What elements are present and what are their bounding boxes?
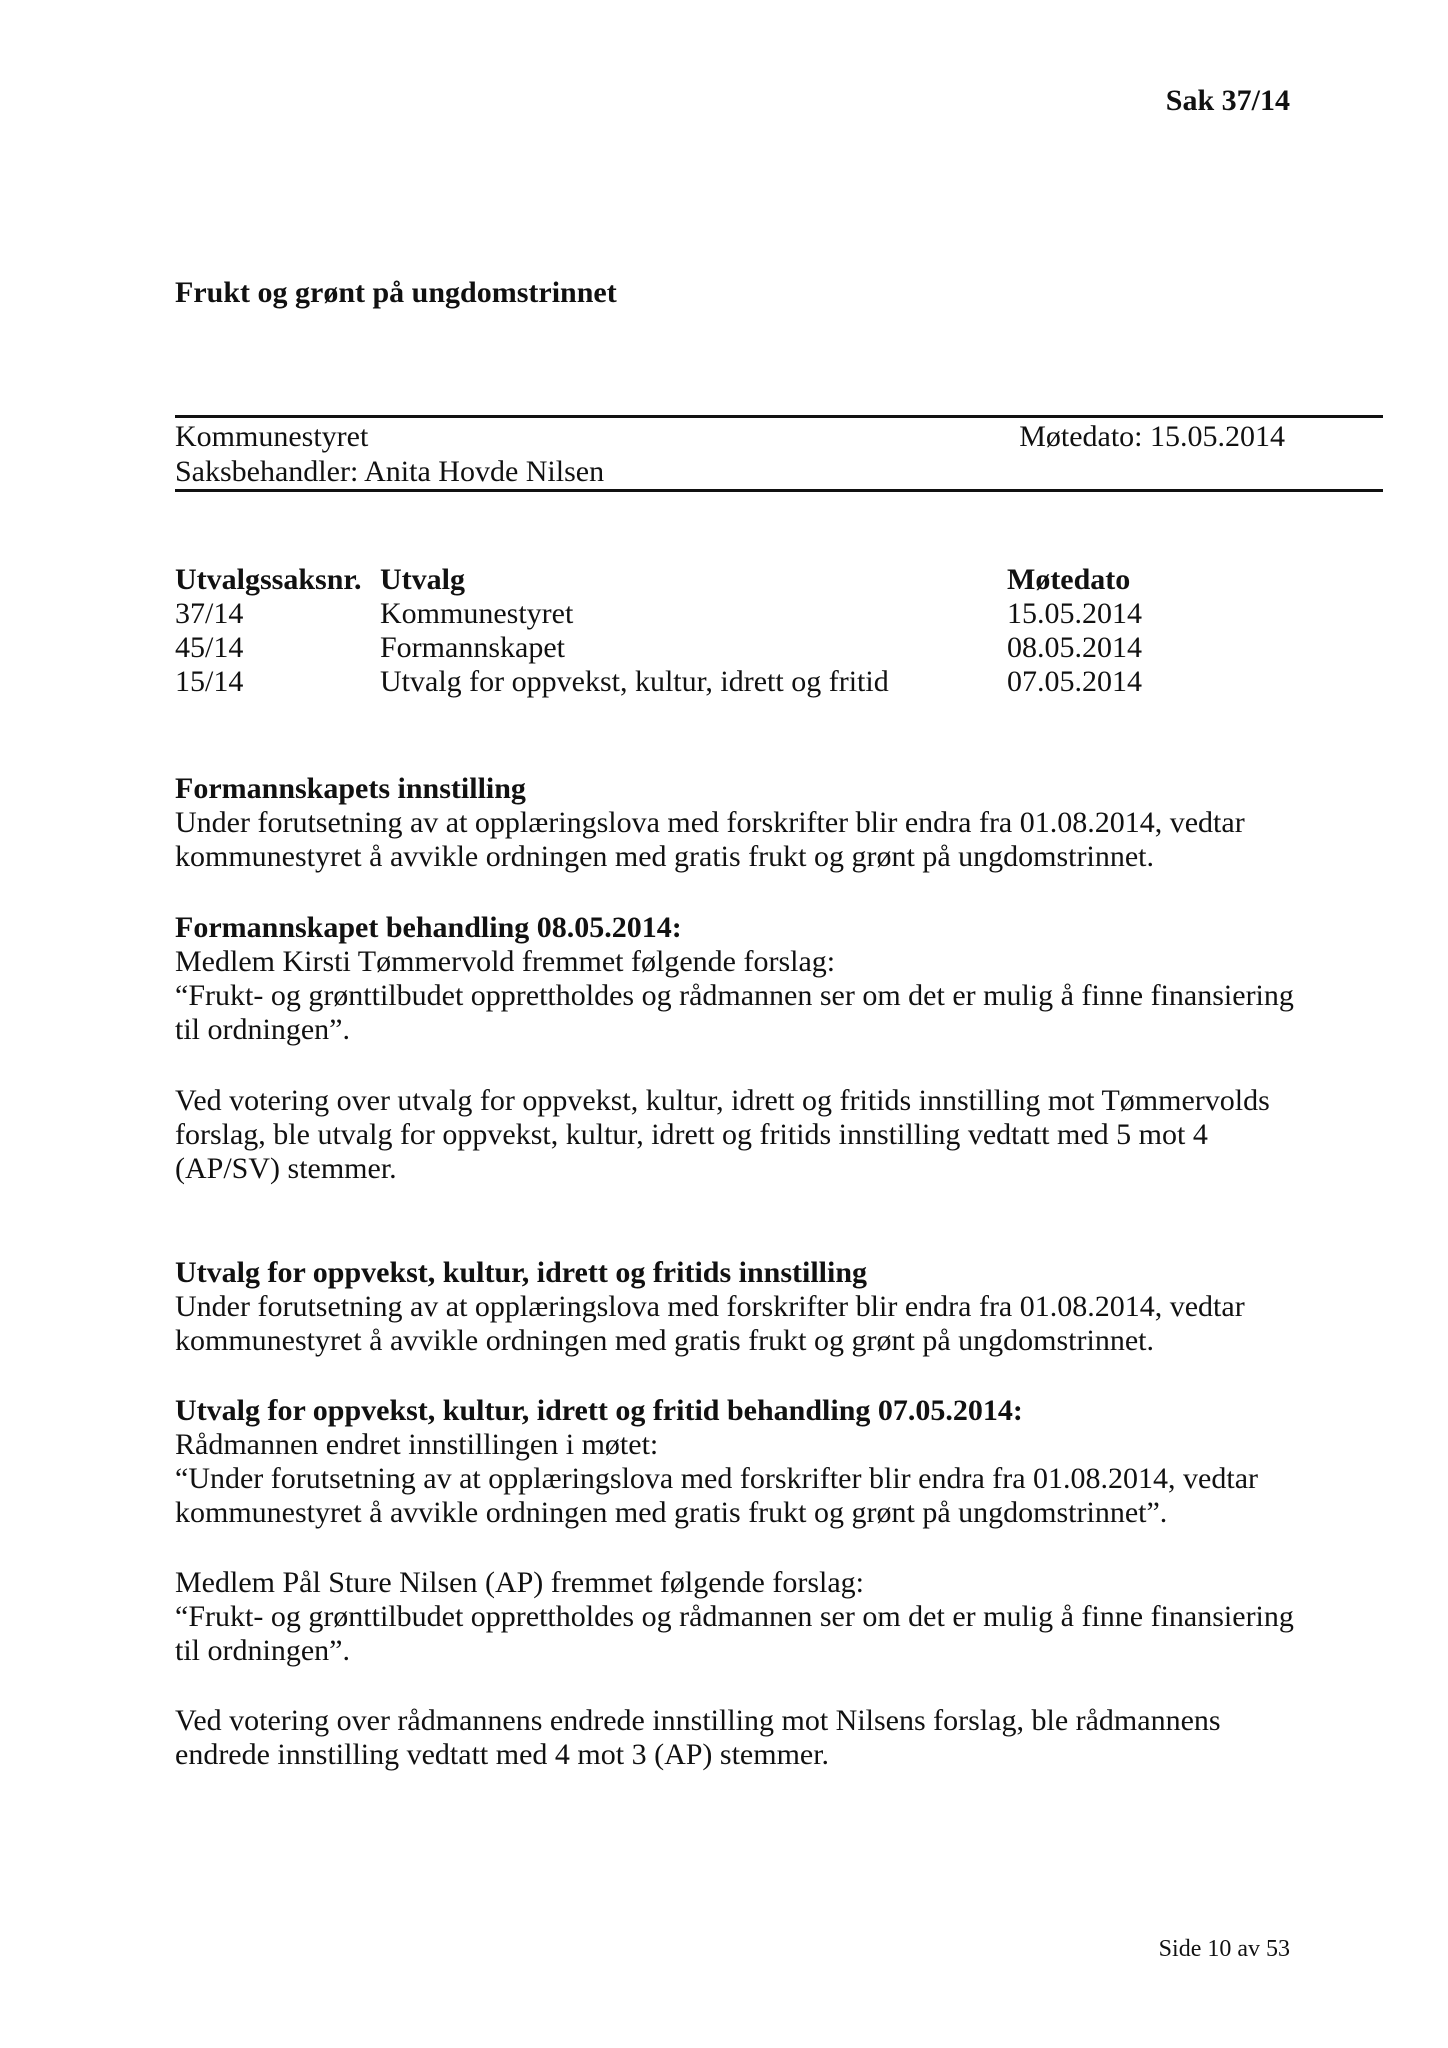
cell-committee: Formannskapet (380, 631, 565, 664)
meta-line-1 (175, 420, 1285, 454)
section-line: “Under forutsetning av at opplæringslova med forskrifter blir endra fra 01.08.2014, vedtar (175, 1462, 1259, 1495)
table-row (175, 665, 1235, 699)
section-line: “Frukt- og grønttilbudet opprettholdes og rådmannen ser om det er mulig å finne finansiering (175, 979, 1294, 1012)
meta-body: Kommunestyret (175, 420, 369, 453)
header-committee: Utvalg (380, 563, 465, 596)
cell-case-no: 45/14 (175, 631, 244, 664)
cell-meeting-date: 15.05.2014 (1007, 597, 1142, 630)
section-line: Medlem Pål Sture Nilsen (AP) fremmet følgende forslag: (175, 1566, 865, 1599)
meta-case-officer: Saksbehandler: Anita Hovde Nilsen (175, 455, 605, 488)
section-formannskapets-innstilling (175, 772, 1315, 874)
section-heading: Utvalg for oppvekst, kultur, idrett og fritid behandling 07.05.2014: (175, 1394, 1023, 1427)
cell-meeting-date: 08.05.2014 (1007, 631, 1142, 664)
cell-meeting-date: 07.05.2014 (1007, 665, 1142, 698)
section-line: (AP/SV) stemmer. (175, 1152, 397, 1185)
table-row (175, 597, 1235, 631)
bottom-rule (175, 489, 1383, 492)
header-meeting-date: Møtedato (1007, 563, 1131, 596)
table-header-row (175, 563, 1235, 597)
section-heading: Formannskapets innstilling (175, 772, 526, 805)
section-utvalg-behandling (175, 1394, 1315, 1530)
table-row (175, 631, 1235, 665)
cell-committee: Utvalg for oppvekst, kultur, idrett og fritid (380, 665, 889, 698)
section-heading: Utvalg for oppvekst, kultur, idrett og fritids innstilling (175, 1256, 868, 1289)
section-votering-2 (175, 1704, 1315, 1772)
section-line: Ved votering over utvalg for oppvekst, kultur, idrett og fritids innstilling mot Tømmervolds (175, 1084, 1270, 1117)
section-line: til ordningen”. (175, 1634, 350, 1667)
top-rule (175, 415, 1383, 418)
section-line: “Frukt- og grønttilbudet opprettholdes og rådmannen ser om det er mulig å finne finansiering (175, 1600, 1294, 1633)
section-line: Under forutsetning av at opplæringslova med forskrifter blir endra fra 01.08.2014, vedtar (175, 806, 1245, 839)
section-line: Medlem Kirsti Tømmervold fremmet følgende forslag: (175, 945, 836, 978)
section-line: kommunestyret å avvikle ordningen med gratis frukt og grønt på ungdomstrinnet. (175, 1324, 1154, 1357)
section-line: Rådmannen endret innstillingen i møtet: (175, 1428, 659, 1461)
document-title: Frukt og grønt på ungdomstrinnet (175, 276, 617, 309)
section-line: kommunestyret å avvikle ordningen med gratis frukt og grønt på ungdomstrinnet. (175, 840, 1154, 873)
cell-case-no: 15/14 (175, 665, 244, 698)
meta-line-2 (175, 455, 1285, 489)
section-line: Ved votering over rådmannens endrede innstilling mot Nilsens forslag, ble rådmannens (175, 1704, 1221, 1737)
section-nilsen-forslag (175, 1566, 1315, 1668)
section-votering-1 (175, 1084, 1315, 1186)
case-table (175, 563, 1235, 699)
section-heading: Formannskapet behandling 08.05.2014: (175, 911, 682, 944)
section-line: til ordningen”. (175, 1013, 350, 1046)
page-number: Side 10 av 53 (1158, 1936, 1290, 1962)
cell-committee: Kommunestyret (380, 597, 574, 630)
section-utvalg-innstilling (175, 1256, 1315, 1358)
cell-case-no: 37/14 (175, 597, 244, 630)
section-formannskapet-behandling (175, 911, 1315, 1047)
section-line: endrede innstilling vedtatt med 4 mot 3 (AP) stemmer. (175, 1738, 830, 1771)
section-line: Under forutsetning av at opplæringslova med forskrifter blir endra fra 01.08.2014, vedtar (175, 1290, 1245, 1323)
section-line: kommunestyret å avvikle ordningen med gratis frukt og grønt på ungdomstrinnet”. (175, 1496, 1168, 1529)
header-case-no: Utvalgssaksnr. (175, 563, 362, 596)
meta-meeting-date: Møtedato: 15.05.2014 (1019, 420, 1285, 453)
case-reference: Sak 37/14 (1165, 84, 1290, 117)
section-line: forslag, ble utvalg for oppvekst, kultur, idrett og fritids innstilling vedtatt med 5 mot 4 (175, 1118, 1208, 1151)
